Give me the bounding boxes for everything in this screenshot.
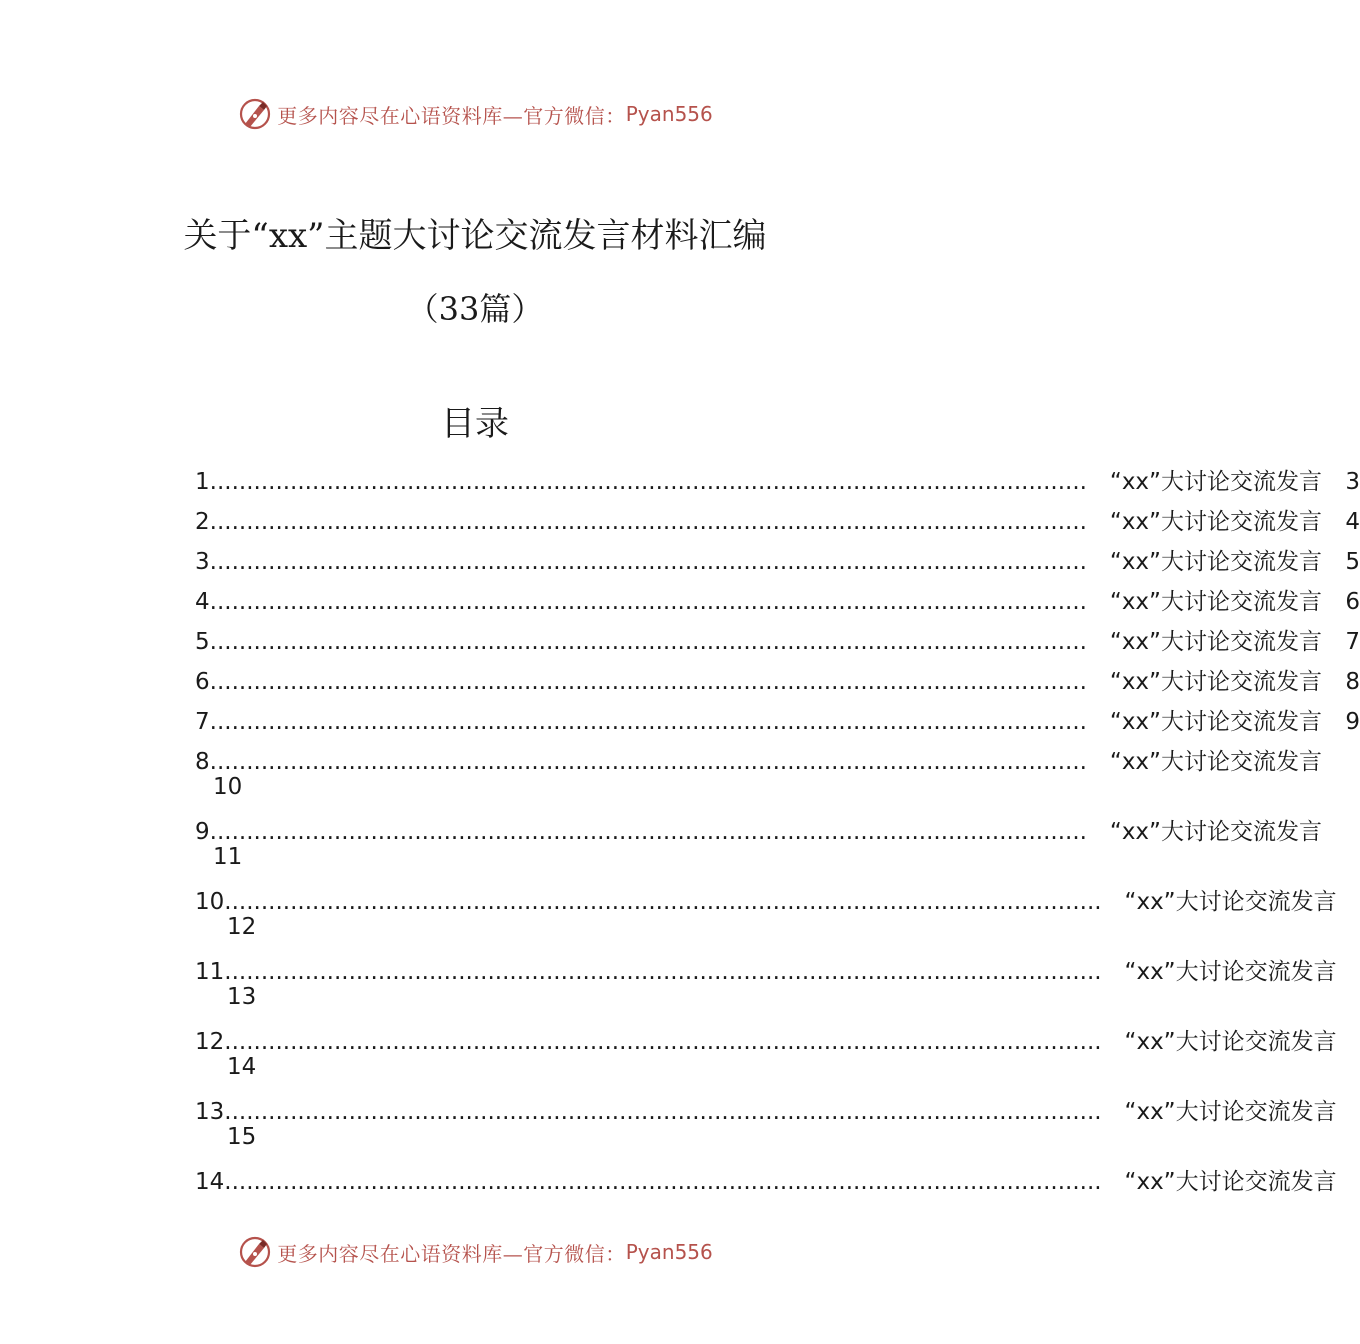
toc-page: 9 [1345, 709, 1360, 735]
toc-page: 10 [213, 774, 243, 800]
toc-title: “xx”大讨论交流发言 [1109, 509, 1322, 535]
toc-title: “xx”大讨论交流发言 [1109, 819, 1322, 845]
toc-entry[interactable] [195, 502, 1360, 542]
toc-leader: ........................................................................................................................ [209, 749, 1087, 775]
toc-leader: ........................................................................................................................ [224, 1029, 1102, 1055]
toc-entry[interactable] [195, 462, 1360, 502]
toc-page: 8 [1345, 669, 1360, 695]
toc-page: 15 [227, 1124, 257, 1150]
toc-leader: ........................................................................................................................ [224, 959, 1102, 985]
toc-leader: ........................................................................................................................ [209, 589, 1087, 615]
document-subtitle: （33篇） [406, 290, 544, 328]
toc-leader: ........................................................................................................................ [209, 709, 1087, 735]
toc-page: 7 [1345, 629, 1360, 655]
toc-number: 3 [195, 549, 210, 575]
toc-entry[interactable] [195, 742, 1322, 812]
toc-page: 6 [1345, 589, 1360, 615]
toc-leader: ........................................................................................................................ [209, 469, 1087, 495]
toc-page: 12 [227, 914, 257, 940]
toc-title: “xx”大讨论交流发言 [1109, 469, 1322, 495]
toc-page: 5 [1345, 549, 1360, 575]
toc-page: 11 [213, 844, 243, 870]
toc-entry[interactable] [195, 882, 1337, 952]
toc-number: 1 [195, 469, 210, 495]
toc-leader: ........................................................................................................................ [209, 509, 1087, 535]
toc-entry[interactable] [195, 952, 1337, 1022]
toc-leader: ........................................................................................................................ [209, 629, 1087, 655]
toc-page: 13 [227, 984, 257, 1010]
toc-number: 11 [195, 959, 225, 985]
toc-entry[interactable] [195, 582, 1360, 622]
toc-leader: ........................................................................................................................ [224, 1169, 1102, 1195]
toc-entry[interactable] [195, 702, 1360, 742]
toc-number: 7 [195, 709, 210, 735]
toc-number: 9 [195, 819, 210, 845]
toc-leader: ........................................................................................................................ [209, 669, 1087, 695]
toc-title: “xx”大讨论交流发言 [1109, 669, 1322, 695]
toc-title: “xx”大讨论交流发言 [1109, 709, 1322, 735]
toc-title: “xx”大讨论交流发言 [1109, 549, 1322, 575]
pen-nib-logo-icon [237, 96, 273, 132]
table-of-contents [195, 462, 1360, 1202]
toc-title: “xx”大讨论交流发言 [1124, 959, 1337, 985]
banner-text: 更多内容尽在心语资料库—官方微信： [277, 103, 626, 128]
toc-heading: 目录 [441, 404, 509, 444]
toc-title: “xx”大讨论交流发言 [1109, 589, 1322, 615]
toc-number: 4 [195, 589, 210, 615]
toc-entry[interactable] [195, 1092, 1337, 1162]
toc-title: “xx”大讨论交流发言 [1124, 889, 1337, 915]
toc-number: 6 [195, 669, 210, 695]
toc-leader: ........................................................................................................................ [224, 1099, 1102, 1125]
header-banner [0, 94, 950, 134]
toc-entry[interactable] [195, 622, 1360, 662]
toc-entry[interactable] [195, 1022, 1337, 1092]
wechat-id: Pyan556 [625, 1240, 713, 1264]
footer-banner [0, 1232, 950, 1272]
toc-entry[interactable] [195, 812, 1322, 882]
toc-number: 13 [195, 1099, 225, 1125]
banner-text: 更多内容尽在心语资料库—官方微信： [277, 1241, 626, 1266]
toc-leader: ........................................................................................................................ [209, 549, 1087, 575]
toc-number: 12 [195, 1029, 225, 1055]
toc-page: 4 [1345, 509, 1360, 535]
toc-title: “xx”大讨论交流发言 [1109, 629, 1322, 655]
toc-entry[interactable] [195, 662, 1360, 702]
toc-title: “xx”大讨论交流发言 [1124, 1099, 1337, 1125]
wechat-id: Pyan556 [625, 102, 713, 126]
toc-title: “xx”大讨论交流发言 [1124, 1169, 1337, 1195]
toc-page: 14 [227, 1054, 257, 1080]
toc-number: 5 [195, 629, 210, 655]
toc-leader: ........................................................................................................................ [224, 889, 1102, 915]
document-title: 关于“xx”主题大讨论交流发言材料汇编 [183, 216, 767, 256]
pen-nib-logo-icon [237, 1234, 273, 1270]
toc-title: “xx”大讨论交流发言 [1109, 749, 1322, 775]
toc-leader: ........................................................................................................................ [209, 819, 1087, 845]
toc-entry[interactable] [195, 1162, 1337, 1202]
toc-title: “xx”大讨论交流发言 [1124, 1029, 1337, 1055]
toc-number: 8 [195, 749, 210, 775]
toc-number: 14 [195, 1169, 225, 1195]
toc-number: 2 [195, 509, 210, 535]
toc-number: 10 [195, 889, 225, 915]
toc-entry[interactable] [195, 542, 1360, 582]
toc-page: 3 [1345, 469, 1360, 495]
